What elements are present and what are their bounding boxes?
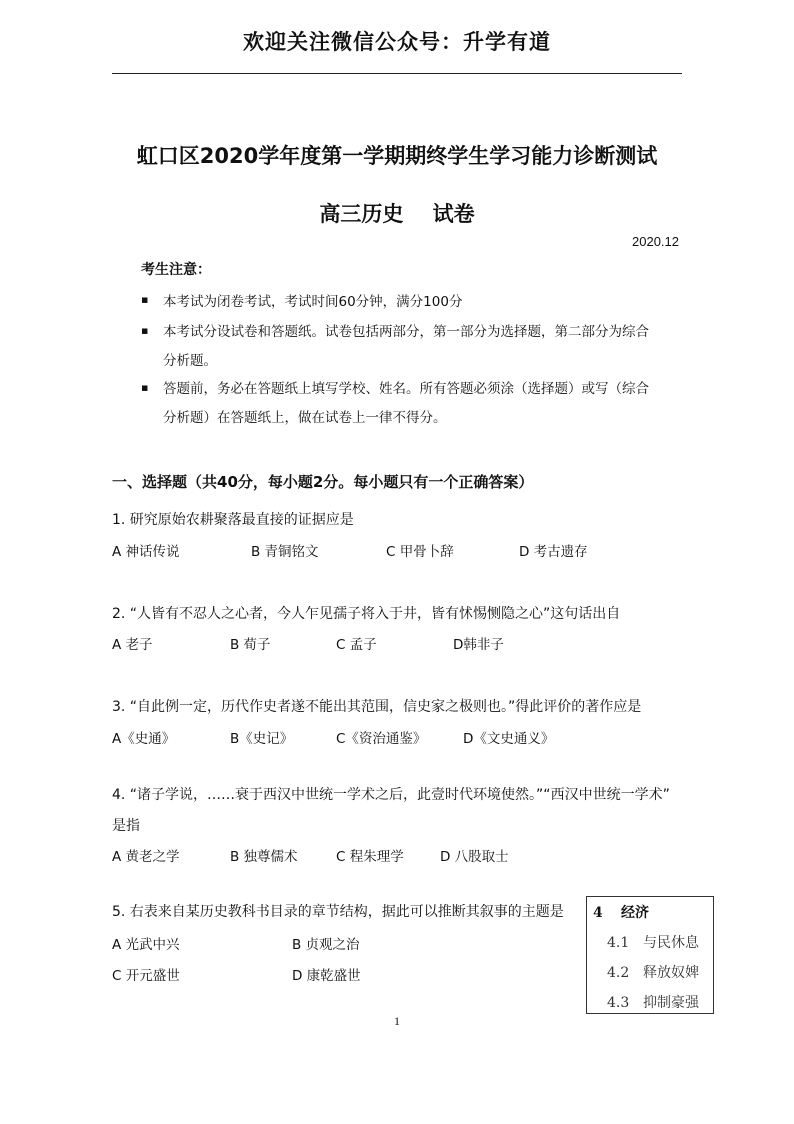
question-5-stem: 5. 右表来自某历史教科书目录的章节结构，据此可以推断其叙事的主题是	[112, 904, 564, 920]
toc-heading-number: 4	[593, 905, 603, 921]
question-1-option-b: B 青铜铭文	[251, 544, 319, 560]
toc-heading-label: 经济	[621, 905, 649, 921]
question-3-option-b: B《史记》	[230, 731, 294, 747]
question-1-stem: 1. 研究原始农耕聚落最直接的证据应是	[112, 512, 354, 528]
question-4-stem-line-1: 4. “诸子学说，……衰于西汉中世统一学术之后，此壹时代环境使然。”“西汉中世统一学术”	[112, 787, 670, 803]
toc-row-number: 4.3	[607, 995, 630, 1011]
question-2-stem: 2. “人皆有不忍人之心者，今人乍见孺子将入于井，皆有怵惕恻隐之心”这句话出自	[112, 606, 621, 622]
toc-table	[586, 896, 714, 1014]
notice-item-3-line-1: 答题前，务必在答题纸上填写学校、姓名。所有答题必须涂（选择题）或写（综合	[163, 381, 649, 397]
exam-subtitle: 高三历史 试卷	[319, 202, 475, 226]
question-1-option-d: D 考古遗存	[519, 544, 588, 560]
notice-item-2-line-1: 本考试分设试卷和答题纸。试卷包括两部分，第一部分为选择题，第二部分为综合	[163, 324, 649, 340]
question-5-option-c: C 开元盛世	[112, 968, 180, 984]
question-4-option-b: B 独尊儒术	[230, 849, 298, 865]
toc-row-label: 与民休息	[643, 935, 699, 951]
question-2-option-d: D韩非子	[453, 637, 504, 653]
header-divider	[112, 73, 682, 74]
bullet-icon: ▪	[141, 293, 149, 306]
bullet-icon: ▪	[141, 381, 149, 394]
toc-row	[607, 932, 699, 952]
question-3-stem: 3. “自此例一定，历代作史者遂不能出其范围，信史家之极则也。”得此评价的著作应是	[112, 699, 642, 715]
exam-title: 虹口区2020学年度第一学期期终学生学习能力诊断测试	[136, 144, 658, 168]
question-5-option-b: B 贞观之治	[292, 937, 360, 953]
question-1-option-a: A 神话传说	[112, 544, 180, 560]
toc-heading	[593, 902, 649, 922]
section-heading: 一、选择题（共40分，每小题2分。每小题只有一个正确答案）	[112, 473, 534, 491]
notice-heading: 考生注意：	[141, 262, 211, 278]
question-4-option-c: C 程朱理学	[336, 849, 404, 865]
question-1-option-c: C 甲骨卜辞	[386, 544, 454, 560]
page-number: 1	[394, 1014, 400, 1028]
question-4-option-d: D 八股取士	[440, 849, 509, 865]
question-3-option-a: A《史通》	[112, 731, 176, 747]
exam-date: 2020.12	[632, 234, 679, 249]
question-4-option-a: A 黄老之学	[112, 849, 180, 865]
notice-item-3-line-2: 分析题）在答题纸上，做在试卷上一律不得分。	[163, 410, 447, 426]
toc-row-number: 4.1	[607, 935, 630, 951]
question-4-stem-line-2: 是指	[112, 818, 140, 834]
bullet-icon: ▪	[141, 324, 149, 337]
question-3-option-d: D《文史通义》	[463, 731, 555, 747]
question-2-option-a: A 老子	[112, 637, 153, 653]
toc-row	[607, 992, 699, 1012]
site-header: 欢迎关注微信公众号：升学有道	[243, 30, 551, 54]
toc-row-number: 4.2	[607, 965, 630, 981]
question-5-option-d: D 康乾盛世	[292, 968, 361, 984]
question-5-option-a: A 光武中兴	[112, 937, 180, 953]
notice-item-2-line-2: 分析题。	[163, 353, 217, 369]
notice-item-1: 本考试为闭卷考试，考试时间60分钟，满分100分	[163, 294, 463, 310]
toc-row-label: 抑制豪强	[643, 995, 699, 1011]
question-2-option-b: B 荀子	[230, 637, 271, 653]
question-3-option-c: C《资治通鉴》	[336, 731, 427, 747]
question-2-option-c: C 孟子	[336, 637, 377, 653]
toc-row	[607, 962, 699, 982]
toc-row-label: 释放奴婢	[643, 965, 699, 981]
